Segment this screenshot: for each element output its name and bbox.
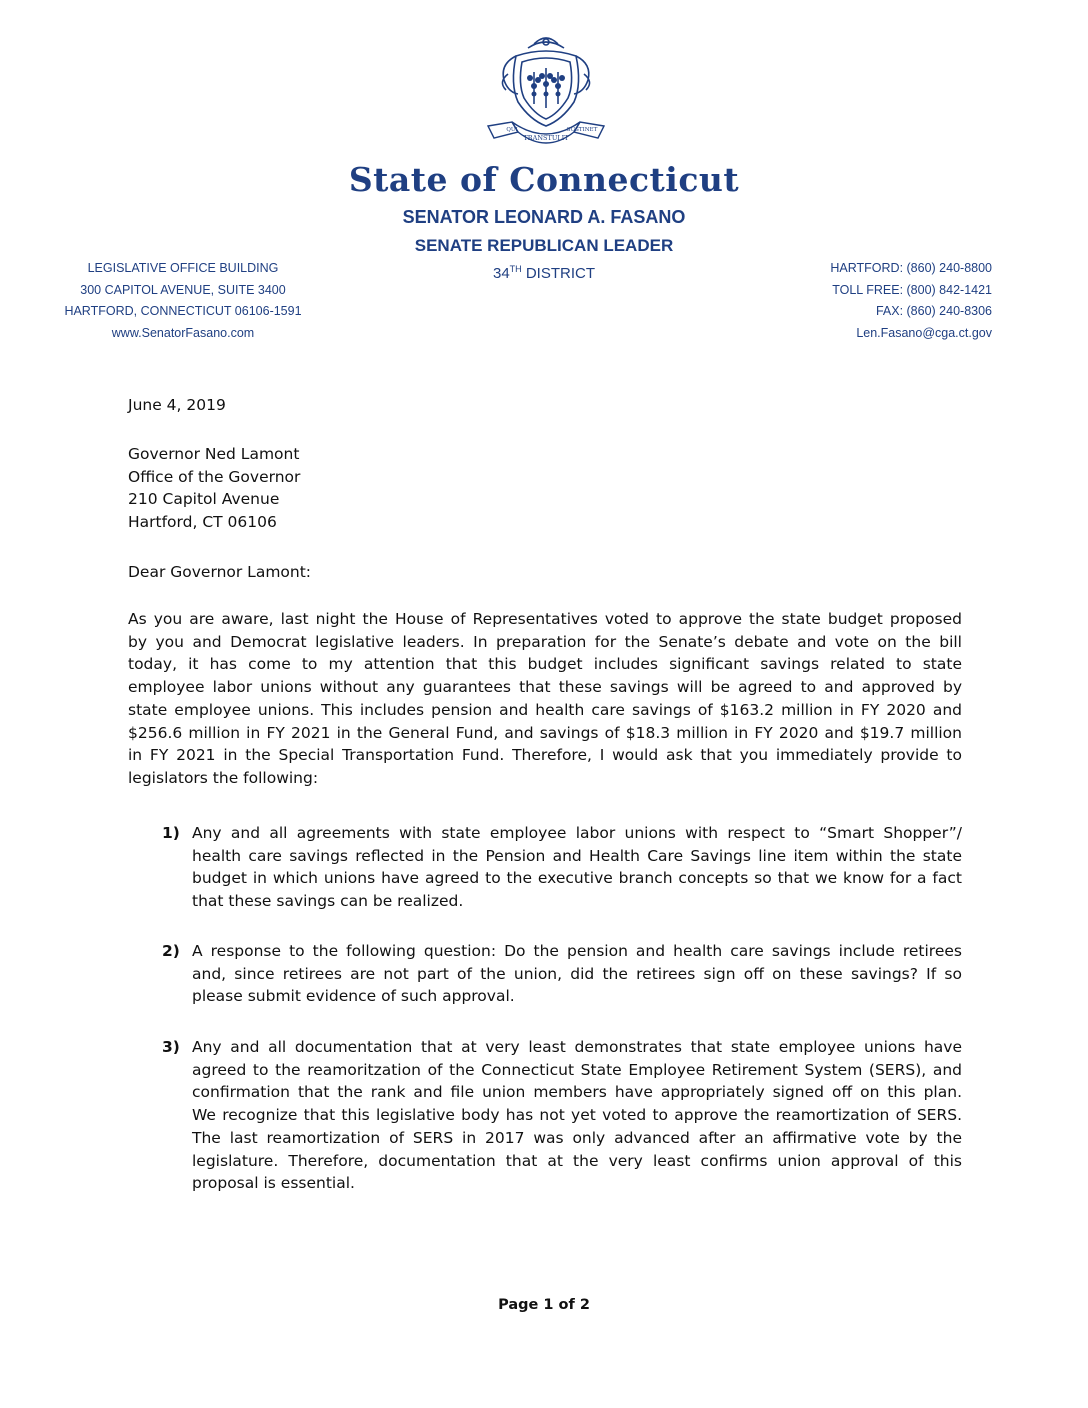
address-line: HARTFORD, CONNECTICUT 06106-1591 <box>64 304 302 318</box>
list-line: health care savings reflected in the Pension and Health Care Savings line item within the state <box>192 846 962 865</box>
list-line: The last reamortization of SERS in 2017 was only advanced after an affirmative vote by the <box>192 1128 962 1147</box>
list-line: please submit evidence of such approval. <box>192 987 515 1006</box>
svg-text:QUI: QUI <box>506 127 518 133</box>
paragraph-line: by you and Democrat legislative leaders. In preparation for the Senate’s debate and vote on the bill <box>128 632 962 651</box>
list-line: agreed to the reamoritzation of the Connecticut State Employee Retirement System (SERS), and <box>192 1060 962 1079</box>
paragraph-line: $256.6 million in FY 2021 in the General Fund, and savings of $18.3 million in FY 2020 and $19.7 million <box>128 723 962 742</box>
list-line: Any and all agreements with state employee labor unions with respect to “Smart Shopper”/ <box>192 824 962 842</box>
state-seal-logo <box>478 34 614 154</box>
district-suffix: TH <box>509 264 522 274</box>
recipient-line: 210 Capitol Avenue <box>128 490 280 509</box>
list-line: proposal is essential. <box>192 1174 355 1193</box>
paragraph-line: state employee unions. This includes pension and health care savings of $163.2 million in FY 2020 and <box>128 700 962 719</box>
paragraph-line: legislators the following: <box>128 768 319 787</box>
list-text <box>192 940 962 1008</box>
svg-text:TRANSTULIT: TRANSTULIT <box>523 134 569 142</box>
paragraph-line: today, it has come to my attention that this budget includes significant savings related to state <box>128 655 962 674</box>
phone-hartford: HARTFORD: (860) 240-8800 <box>830 261 992 275</box>
list-number: 1) <box>162 824 180 842</box>
phone-toll-free: TOLL FREE: (800) 842-1421 <box>832 282 992 297</box>
recipient-line: Office of the Governor <box>128 467 301 486</box>
body-paragraph <box>128 608 962 790</box>
address-line: LEGISLATIVE OFFICE BUILDING <box>87 261 279 275</box>
salutation: Dear Governor Lamont: <box>128 563 312 581</box>
address-line: 300 CAPITOL AVENUE, SUITE 3400 <box>80 282 286 297</box>
website-link[interactable]: www.SenatorFasano.com <box>111 325 255 340</box>
list-line: We recognize that this legislative body has not yet voted to approve the reamortization of SERS. <box>192 1106 962 1125</box>
contact-info <box>760 258 992 344</box>
fax-number: FAX: (860) 240-8306 <box>875 304 992 318</box>
senator-name: SENATOR LEONARD A. FASANO <box>402 207 686 227</box>
district-number: 34 <box>492 265 510 282</box>
list-line: Any and all documentation that at very least demonstrates that state employee unions have <box>192 1038 962 1056</box>
list-line: legislature. Therefore, documentation that at the very least confirms union approval of this <box>192 1151 962 1170</box>
recipient-line: Hartford, CT 06106 <box>128 513 277 532</box>
recipient-address <box>128 443 962 534</box>
list-line: that these savings can be realized. <box>192 892 464 911</box>
recipient-line: Governor Ned Lamont <box>128 445 300 463</box>
list-text <box>192 822 962 913</box>
state-title: State of Connecticut <box>348 160 740 199</box>
list-line: and, since retirees are not part of the union, did the retirees sign off on these savings? If so <box>192 964 962 983</box>
list-line: A response to the following question: Do the pension and health care savings include retirees <box>192 942 962 960</box>
email-link[interactable]: Len.Fasano@cga.ct.gov <box>856 325 992 340</box>
list-text <box>192 1036 962 1195</box>
page-number: Page 1 of 2 <box>498 1297 590 1313</box>
paragraph-line: in FY 2021 in the Special Transportation Fund. Therefore, I would ask that you immediately provide to <box>128 746 962 765</box>
senator-title: SENATE REPUBLICAN LEADER <box>414 236 674 255</box>
letter-date: June 4, 2019 <box>128 396 226 414</box>
office-address <box>58 258 308 344</box>
svg-text:SUSTINET: SUSTINET <box>566 127 598 133</box>
paragraph-line: As you are aware, last night the House of Representatives voted to approve the state budget proposed <box>128 610 962 628</box>
list-line: budget in which unions have agreed to the executive branch concepts so that we know for a fact <box>192 869 962 888</box>
list-number: 2) <box>162 942 180 960</box>
list-line: confirmation that the rank and file union members have appropriately signed off on this plan. <box>192 1083 962 1102</box>
list-number: 3) <box>162 1038 180 1056</box>
paragraph-line: employee labor unions without any guarantees that these savings will be agreed to and approved by <box>128 678 962 697</box>
district-word: DISTRICT <box>521 265 596 282</box>
